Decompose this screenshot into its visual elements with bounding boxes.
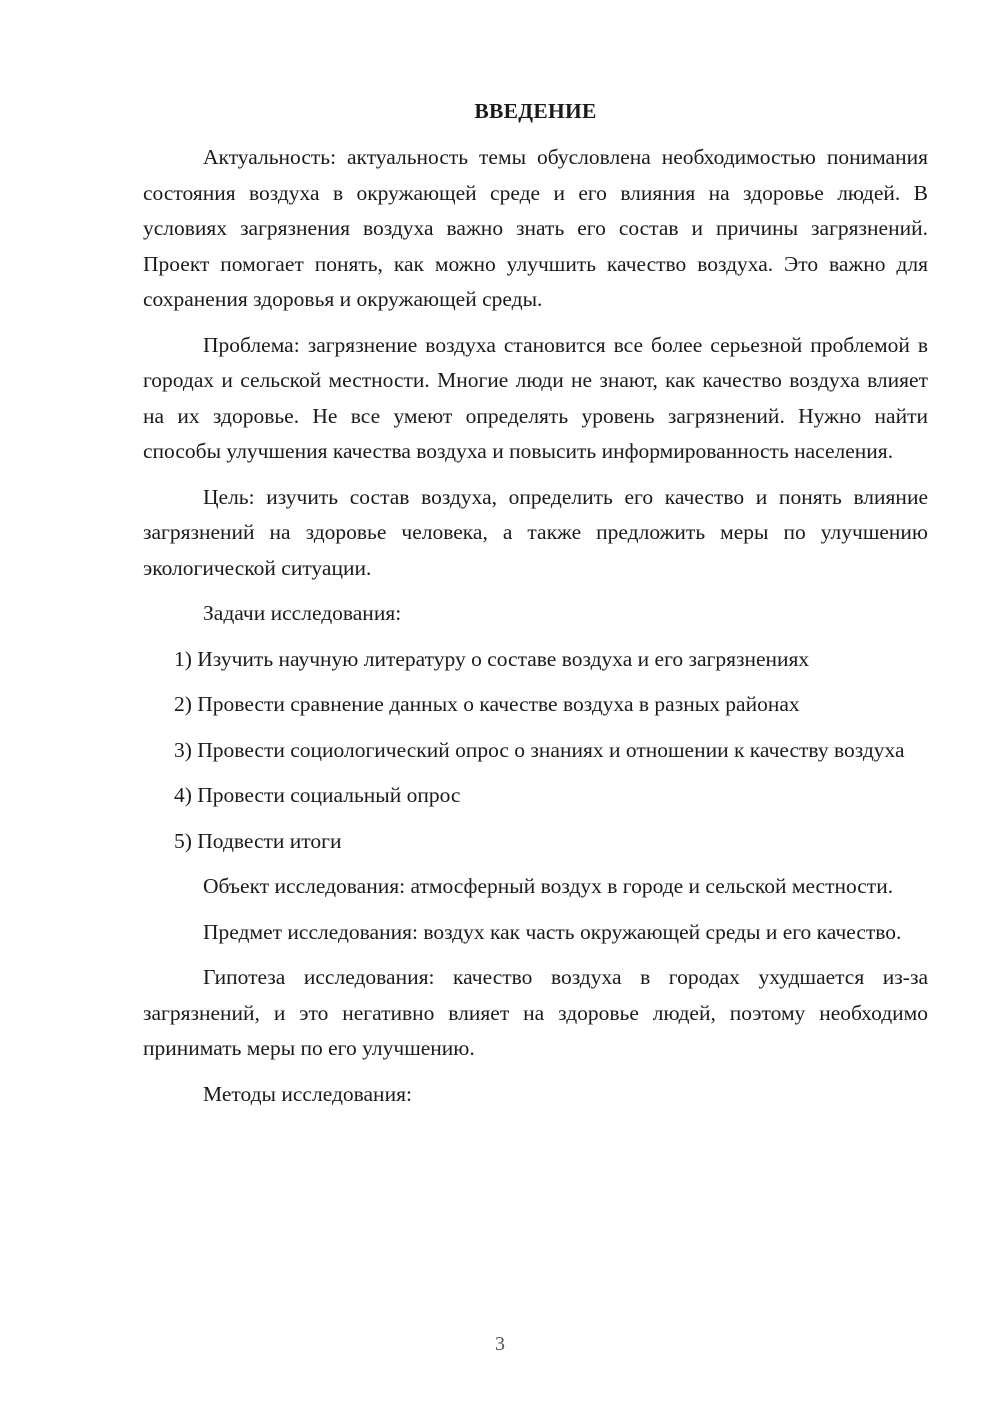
- paragraph-relevance: Актуальность: актуальность темы обусловлена необходимостью понимания состояния воздуха в окружающей среде и его влияния на здоровье людей. В условиях загрязнения воздуха важно знать его состав и причины загрязнений. Проект помогает понять, как можно улучшить качество воздуха. Это важно для сохранения здоровья и окружающей среды.: [143, 145, 928, 311]
- task-item-1: 1) Изучить научную литературу о составе воздуха и его загрязнениях: [174, 646, 810, 671]
- document-body: [143, 93, 928, 1122]
- paragraph-hypothesis: Гипотеза исследования: качество воздуха в городах ухудшается из-за загрязнений, и это негативно влияет на здоровье людей, поэтому необходимо принимать меры по его улучшению.: [143, 965, 928, 1060]
- page-number: 3: [495, 1333, 505, 1355]
- paragraph-problem: Проблема: загрязнение воздуха становится все более серьезной проблемой в городах и сельской местности. Многие люди не знают, как качество воздуха влияет на их здоровье. Не все умеют определять уровень загрязнений. Нужно найти способы улучшения качества воздуха и повысить информированность населения.: [143, 332, 928, 463]
- paragraph-tasks-heading: Задачи исследования:: [203, 601, 402, 625]
- page-title: ВВЕДЕНИЕ: [474, 99, 597, 123]
- task-item-4: 4) Провести социальный опрос: [174, 783, 461, 807]
- paragraph-goal: Цель: изучить состав воздуха, определить его качество и понять влияние загрязнений на здоровье человека, а также предложить меры по улучшению экологической ситуации.: [143, 484, 928, 580]
- task-item-2: 2) Провести сравнение данных о качестве воздуха в разных районах: [174, 692, 800, 716]
- task-item-5: 5) Подвести итоги: [174, 828, 342, 853]
- task-item-3: 3) Провести социологический опрос о знаниях и отношении к качеству воздуха: [174, 737, 905, 762]
- paragraph-subject: Предмет исследования: воздух как часть окружающей среды и его качество.: [203, 919, 902, 944]
- paragraph-object: Объект исследования: атмосферный воздух в городе и сельской местности.: [203, 874, 894, 898]
- paragraph-methods: Методы исследования:: [203, 1081, 412, 1106]
